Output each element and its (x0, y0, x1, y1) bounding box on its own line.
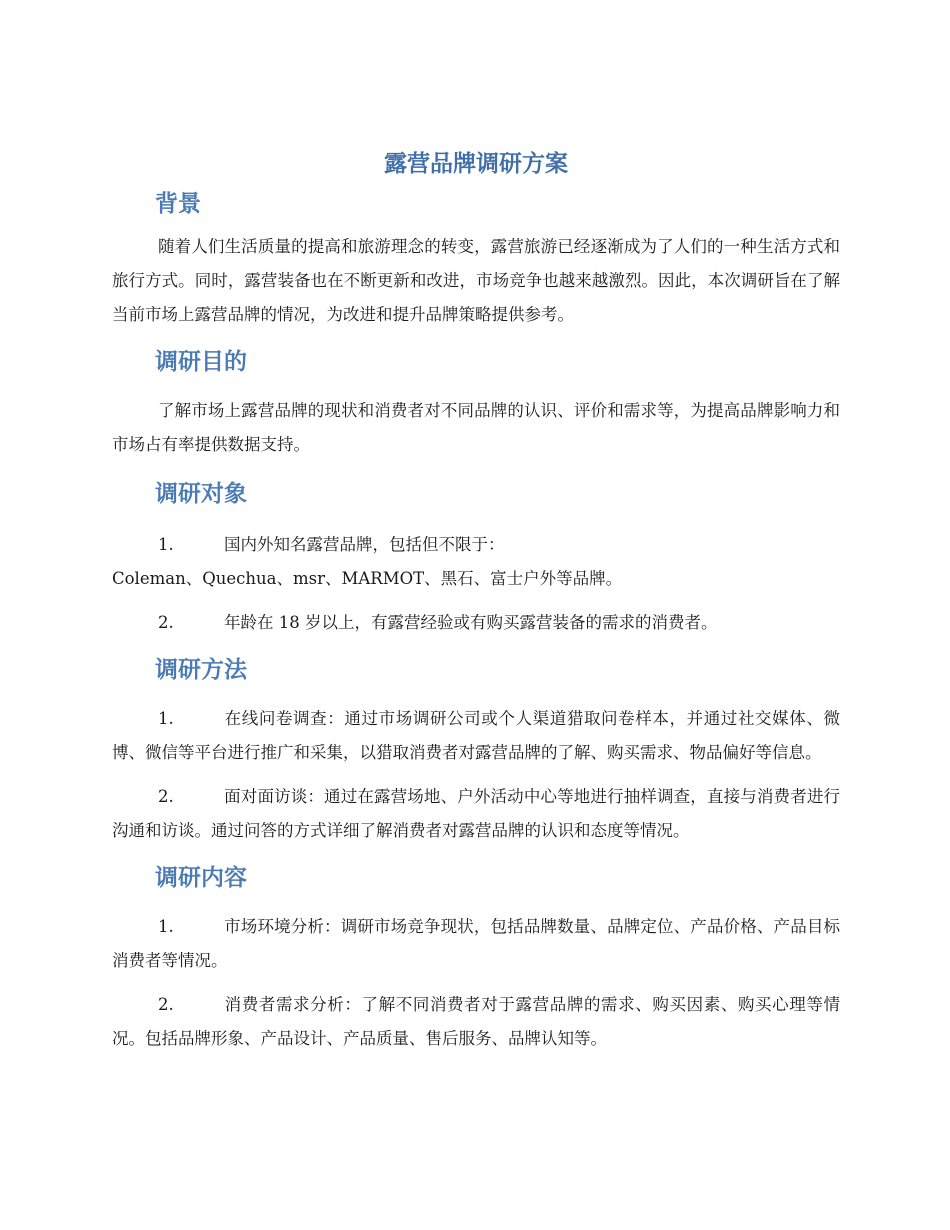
list-item-number: 2. (158, 787, 174, 806)
list-item-continuation: Coleman、Quechua、msr、MARMOT、黑石、富士户外等品牌。 (112, 569, 623, 588)
list-item-number: 1. (158, 917, 174, 936)
list-item (112, 606, 840, 640)
list-item-number: 2. (158, 995, 174, 1014)
list-item (112, 528, 840, 596)
list-item (112, 910, 840, 978)
list-item-text: 面对面访谈：通过在露营场地、户外活动中心等地进行抽样调查，直接与消费者进行沟通和访谈。通过问答的方式详细了解消费者对露营品牌的认识和态度等情况。 (112, 787, 840, 840)
purpose-paragraph: 了解市场上露营品牌的现状和消费者对不同品牌的认识、评价和需求等，为提高品牌影响力和市场占有率提供数据支持。 (112, 401, 840, 454)
list-item-number: 2. (158, 613, 174, 632)
list-item-text: 市场环境分析：调研市场竞争现状，包括品牌数量、品牌定位、产品价格、产品目标消费者等情况。 (112, 917, 840, 970)
list-item (112, 988, 840, 1056)
list-item-text: 年龄在 18 岁以上，有露营经验或有购买露营装备的需求的消费者。 (224, 613, 718, 632)
list-item-text: 在线问卷调查：通过市场调研公司或个人渠道猎取问卷样本，并通过社交媒体、微博、微信等平台进行推广和采集，以猎取消费者对露营品牌的了解、购买需求、物品偏好等信息。 (112, 709, 840, 762)
section-heading-content: 调研内容 (155, 865, 247, 891)
list-item (112, 780, 840, 848)
document-title: 露营品牌调研方案 (384, 151, 568, 177)
section-heading-purpose: 调研目的 (155, 349, 247, 375)
document-page (112, 146, 840, 1056)
list-item-number: 1. (158, 535, 174, 554)
section-heading-background: 背景 (155, 191, 201, 217)
list-item-number: 1. (158, 709, 174, 728)
section-heading-subjects: 调研对象 (155, 481, 247, 507)
list-item-text: 消费者需求分析：了解不同消费者对于露营品牌的需求、购买因素、购买心理等情况。包括品牌形象、产品设计、产品质量、售后服务、品牌认知等。 (112, 995, 840, 1048)
list-item (112, 702, 840, 770)
section-heading-methods: 调研方法 (155, 657, 247, 683)
list-item-text: 国内外知名露营品牌，包括但不限于： (224, 535, 505, 554)
background-paragraph: 随着人们生活质量的提高和旅游理念的转变，露营旅游已经逐渐成为了人们的一种生活方式和旅行方式。同时，露营装备也在不断更新和改进，市场竞争也越来越激烈。因此，本次调研旨在了解当前市场上露营品牌的情况，为改进和提升品牌策略提供参考。 (112, 237, 840, 324)
